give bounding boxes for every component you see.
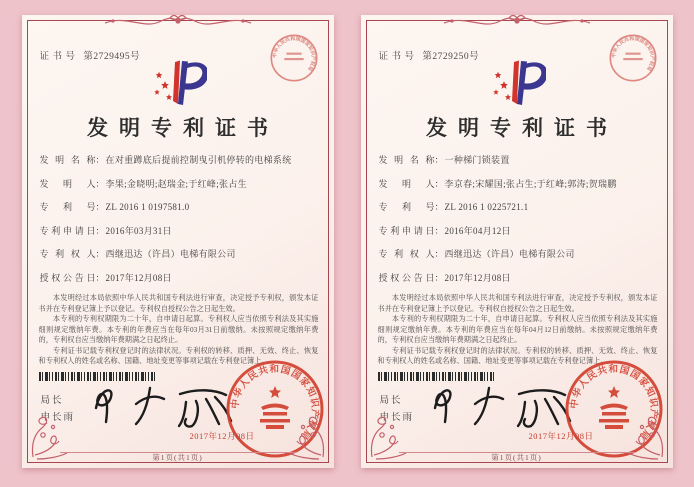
corner-flourish-icon: [368, 413, 410, 461]
grant-date-value: 2017年12月08日: [444, 272, 511, 283]
svg-text:中华人民共和国国家知识产权局: 中华人民共和国国家知识产权局: [569, 364, 658, 442]
patent-certificate: [22, 15, 334, 468]
field-colon: ：: [434, 202, 444, 212]
legal-paragraph: 本专利的专利权期限为二十年，自申请日起算。专利权人应当依照专利法及其实施细则规定缴纳年费。本专利的年费应当在每年04月12日前缴纳。未按照规定缴纳年费的，专利权自应当缴纳年费期满之日起终止。: [377, 315, 658, 344]
field-label: 发明名称: [39, 155, 96, 165]
certificate-title: 发明专利证书: [87, 116, 279, 140]
field-row-patent-no: [379, 196, 657, 220]
field-label: 专利号: [378, 202, 435, 212]
certification-stamp-icon: [267, 31, 321, 85]
field-row-inventors: [40, 173, 318, 197]
director-label: 局长: [40, 396, 64, 406]
field-colon: ：: [434, 249, 444, 259]
certificate-number-label: 证书号: [39, 52, 76, 62]
bottom-rule: [60, 452, 296, 453]
field-row-filing-date: [379, 220, 657, 244]
corner-flourish-icon: [624, 413, 666, 461]
field-label: 专利权人: [39, 249, 96, 259]
patent-certificate: [361, 15, 673, 468]
field-label: 专利权人: [378, 249, 435, 259]
field-row-patent-no: [40, 196, 318, 220]
seal-date: 2017年12月08日: [528, 431, 594, 441]
field-row-invention-name: [40, 149, 318, 173]
legal-text: [378, 293, 658, 367]
field-colon: ：: [434, 272, 444, 283]
page-footer: 第1页(共1页): [152, 453, 203, 462]
field-row-invention-name: [379, 149, 657, 173]
bottom-rule: [399, 452, 635, 453]
svg-text:中华人民共和国国家知识产权局: 中华人民共和国国家知识产权局: [230, 364, 319, 442]
top-flourish-icon: [93, 12, 263, 32]
director-label: 局长: [379, 396, 403, 406]
certificate-number-value: 第2729250号: [422, 52, 480, 62]
field-colon: ：: [95, 249, 105, 259]
field-label: 专利申请日: [378, 225, 435, 236]
certificate-number-value: 第2729495号: [83, 52, 141, 62]
filing-date-value: 2016年04月12日: [444, 225, 511, 236]
field-row-grant-date: [379, 267, 657, 291]
certificate-number-label: 证书号: [378, 52, 415, 62]
certification-stamp-icon: [606, 31, 660, 85]
certificate-number-line: [379, 48, 480, 62]
svg-text:中华人民共和国国家知识产权局: 中华人民共和国国家知识产权局: [611, 37, 654, 72]
patentee-value: 西继迅达（许昌）电梯有限公司: [105, 249, 236, 259]
certificate-title: 发明专利证书: [426, 116, 618, 140]
page-footer: 第1页(共1页): [491, 453, 542, 462]
field-colon: ：: [434, 155, 444, 165]
director-signature: [84, 378, 244, 433]
field-colon: ：: [434, 178, 444, 189]
field-list: [40, 149, 318, 290]
field-list: [379, 149, 657, 290]
field-row-inventors: [379, 173, 657, 197]
field-colon: ：: [95, 272, 105, 283]
field-colon: ：: [95, 202, 105, 212]
seal-date: 2017年12月08日: [189, 431, 255, 441]
patent-office-logo-icon: [488, 55, 546, 109]
field-row-grant-date: [40, 267, 318, 291]
legal-paragraph: 专利证书记载专利权登记时的法律状况。专利权的转移、质押、无效、终止、恢复和专利权人的姓名或名称、国籍、地址变更等事项记载在专利登记簿上。: [377, 346, 658, 365]
legal-paragraph: 专利证书记载专利权登记时的法律状况。专利权的转移、质押、无效、终止、恢复和专利权人的姓名或名称、国籍、地址变更等事项记载在专利登记簿上。: [38, 346, 319, 365]
filing-date-value: 2016年03月31日: [105, 225, 172, 236]
patent-office-logo-icon: [149, 55, 207, 109]
field-label: 发明人: [39, 178, 96, 189]
invention-name-value: 一种梯门锁装置: [444, 155, 510, 165]
field-colon: ：: [434, 225, 444, 236]
legal-text: [39, 293, 319, 367]
field-label: 专利号: [39, 202, 96, 212]
field-row-patentee: [379, 243, 657, 267]
legal-paragraph: 本专利的专利权期限为二十年，自申请日起算。专利权人应当依照专利法及其实施细则规定缴纳年费。本专利的年费应当在每年03月31日前缴纳。未按照规定缴纳年费的，专利权自应当缴纳年费期满之日起终止。: [38, 315, 319, 344]
legal-paragraph: 本发明经过本局依照中华人民共和国专利法进行审查，决定授予专利权，颁发本证书并在专利登记簿上予以登记。专利权自授权公告之日起生效。: [38, 294, 319, 313]
director-signature: [423, 378, 583, 433]
field-label: 发明名称: [378, 155, 435, 165]
director-name: 申长雨: [379, 413, 415, 423]
invention-name-value: 在对重蹲底后提前控制曳引机停转的电梯系统: [105, 155, 292, 165]
field-row-patentee: [40, 243, 318, 267]
top-flourish-icon: [432, 12, 602, 32]
field-label: 专利申请日: [39, 225, 96, 236]
legal-paragraph: 本发明经过本局依照中华人民共和国专利法进行审查，决定授予专利权，颁发本证书并在专利登记簿上予以登记。专利权自授权公告之日起生效。: [377, 294, 658, 313]
corner-flourish-icon: [29, 413, 71, 461]
field-row-filing-date: [40, 220, 318, 244]
svg-text:中华人民共和国国家知识产权局: 中华人民共和国国家知识产权局: [272, 37, 315, 72]
field-label: 发明人: [378, 178, 435, 189]
director-name: 申长雨: [40, 413, 76, 423]
patentee-value: 西继迅达（许昌）电梯有限公司: [444, 249, 575, 259]
inventors-value: 李果;金晓明;赵瑞金;于红峰;张占生: [105, 178, 247, 189]
field-colon: ：: [95, 225, 105, 236]
inventors-value: 李京春;宋耀国;张占生;于红峰;郭涛;贺瑞鹏: [444, 178, 617, 189]
patent-number-value: ZL 2016 1 0197581.0: [105, 202, 190, 212]
certificate-number-line: [40, 48, 141, 62]
field-label: 授权公告日: [39, 272, 96, 283]
field-colon: ：: [95, 155, 105, 165]
patent-number-value: ZL 2016 1 0225721.1: [444, 202, 529, 212]
grant-date-value: 2017年12月08日: [105, 272, 172, 283]
field-label: 授权公告日: [378, 272, 435, 283]
field-colon: ：: [95, 178, 105, 189]
corner-flourish-icon: [285, 413, 327, 461]
